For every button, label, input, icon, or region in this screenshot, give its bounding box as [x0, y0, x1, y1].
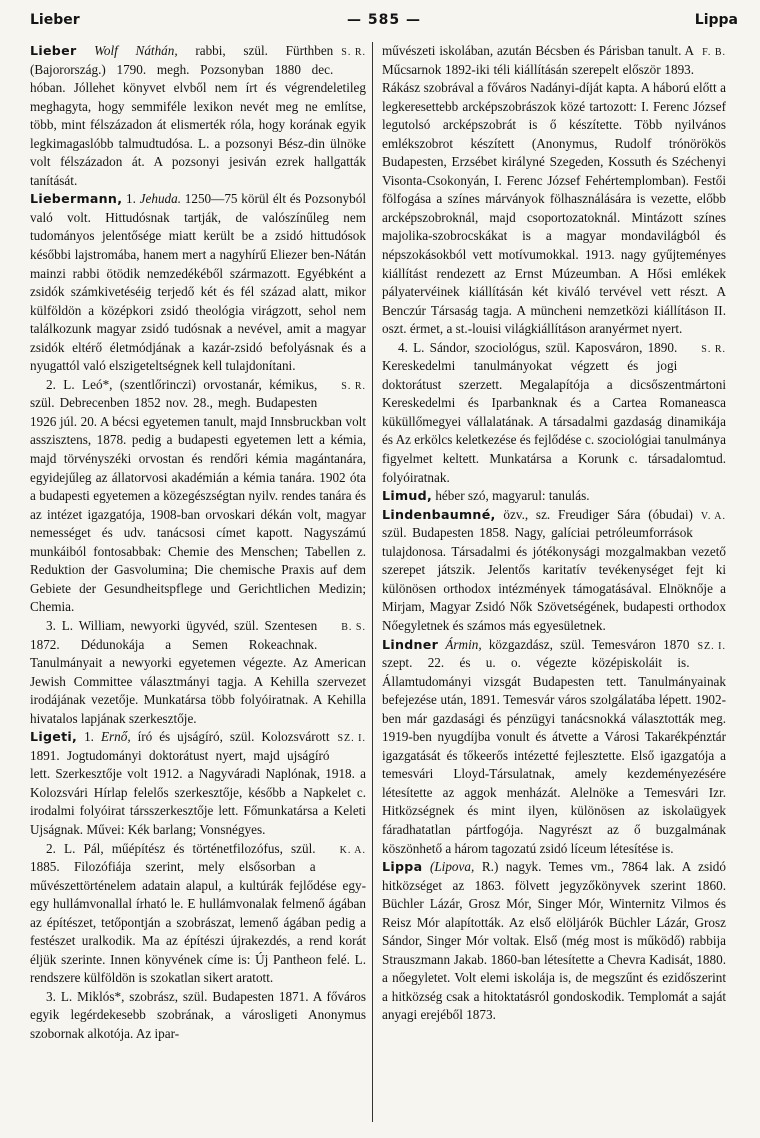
headword: Lindenbaumné,	[382, 506, 496, 522]
author-signature: S. R.	[341, 47, 366, 58]
entry-text: 1250—75 körül élt és Pozsonyból való volt. Hittudósnak tartják, de valószínűleg nem tudományos jelentősége miatt került be a zsidó hittudósok későbbi lajstromába, hanem mert a nagyhírű Eliezer ben-Nátán mainzi rabbi ötödik nemzedékéből származott. Egyébként a zsidók számkivetéséig terjedő két és fél század alatt, mikor külföldön a középkori zsidó theológia virágzott, sehol nem találkozunk magyar zsidó tudósnak a nevével, amit a magyar zsidók eltérő életmódjának a kazár-zsidó befolyásnak és a nyugattól való elszigeteltségnek kell tulajdonítani.	[30, 191, 366, 374]
headword-given-name: Ármin,	[438, 636, 482, 652]
entry-number: 1.	[122, 191, 140, 207]
headword-alt-name: (Lipova,	[422, 859, 475, 875]
column-divider	[372, 42, 373, 1122]
entry-liebermann-william	[30, 617, 366, 728]
subentry-name: Ernő,	[100, 729, 131, 745]
entry-text: 3. L. William, newyorki ügyvéd, szül. Szentesen 1872. Dédunokája a Semen Rokeachnak. Tanulmányait a newyorki egyetemen végezte. Az American Jewish Committee választmányi tagja. A Kehilla szervezet irodájának vezetője. Munkatársa több folyóiratnak. A Kehilla hivatalos lapjának szerkesztője.	[30, 617, 366, 726]
entry-lieber-wolf	[30, 42, 366, 190]
author-signature: SZ. I.	[337, 733, 366, 745]
author-signature: SZ. I.	[697, 640, 726, 652]
entry-lindner	[382, 636, 726, 859]
entry-ligeti	[30, 728, 366, 839]
entry-lippa	[382, 858, 726, 1025]
entry-text: 2. L. Pál, műépítész és történetfilozófus, szül. 1885. Filozófiája szerint, mely elsősorban a művészettörténelem adatain alapul, a kultúrák fejlődése egy-egy hullámvonallal írható le. E hullámvonalak felmenő ágában az építészet, tetőpontján a szobrászat, lemenő ágában pedig a festészet uralkodik. Ma az építészi újrakezdés, a rend korát éljük szerinte. Innen könyvének címe is: Új Pantheon felé. L. rendszere külföldön is szokatlan sikert aratott.	[30, 840, 366, 986]
entry-text: rabbi, szül. Fürthben (Bajorország.) 1790. megh. Pozsonyban 1880 dec. hóban. Jóllehet könyvet elvből nem írt és végrendeletileg meghagyta, hogy semmiféle lexikon nevét meg ne említse, több, mint félszázadon át elismerték róla, hogy korának egyik legkimagaslóbb talmudtudósa. L. a pozsonyi Bész-din ülnöke volt félszázadon át. A pozsonyi jesiván ezrek hallgatták tanítását.	[30, 43, 366, 188]
entry-liebermann	[30, 190, 366, 375]
entry-ligeti-pal	[30, 840, 366, 988]
entry-text: 4. L. Sándor, szociológus, szül. Kaposváron, 1890. Kereskedelmi tanulmányokat végzett és jogi doktorátust szerzett. Megalapítója a dicsőszentmártoni Kereskedelmi és Iparbanknak és a Cartea Romaneasca küküllőmegyei vállalatának. A társadalmi gazdaság dinamikája és Az erkölcs keletkezése és fejlődése c. szociológiai tanulmánya figyelmet keltett. Munkatársa a Korunk c. társadalomtud. folyóiratnak.	[382, 339, 726, 485]
headword: Lippa	[382, 859, 423, 875]
headword: Lieber	[30, 43, 77, 58]
entry-text: író és ujságíró, szül. Kolozsvárott 1891. Jogtudományi doktorátust nyert, majd ujságíró lett. Szerkesztője volt 1912. a Nagyváradi Naplónak, 1918. a Kolozsvári Hírlap felelős szerkesztője, később a Napkelet c. irodalmi folyóirat társszerkesztője lett. Főmunkatársa a Keleti Ujságnak. Művei: Kék barlang; Vonsnégyes.	[30, 729, 366, 837]
header-right-guideword: Lippa	[694, 12, 738, 28]
entry-text: közgazdász, szül. Temesváron 1870 szept. 22. és u. o. végezte középiskoláit is. Államtudományi vizsgát Budapesten tett. Tanulmányainak befejezése után, 1891. Temesvár város szolgálatába lépett. 1902-ben már gazdasági és pénzügyi tanácsnokká választották meg. 1919-ben nyugdíjba vonult és átvette a Városi Takarékpénztár igazgatását és tőkeerős intézetté fejlesztette. Első igazgatója a temesvári Lloyd-Társulatnak, amely kezdeményezésére létesítette az aggok menházát. Alelnöke a Temesvári Izr. Hitközségnek és mint ilyen, különösen az iskolaügyek fáradhatatlan pártfogója. Nagyrészt az ő buzgalmának köszönhető a három tagozatú zsidó líceum létesítése is.	[382, 636, 726, 856]
entry-text: 3. L. Miklós*, szobrász, szül. Budapesten 1871. A főváros egyik legérdekesebb szobrának, a városligeti Anonymus szobornak alkotója. Az ipar-	[30, 988, 366, 1041]
entry-text: 2. L. Leó*, (szentlőrinczi) orvostanár, kémikus, szül. Debrecenben 1852 nov. 28., megh. Budapesten 1926 júl. 20. A bécsi egyetemen tanult, majd Innsbruckban volt asszisztens, 1878. pedig a budapesti egyetemen lett a kémia, majd törvényszéki orvostan és rendőri kémia magántanára, egyidejűleg az állatorvosi akadémián a kémia tanára. 1902 óta a budapesti egyetemen a közegészségtan nyilv. rendes tanára és az intézet igazgatója, 1908-ban orvoskari dékán volt, magyar nemességet és udv. tanácsosi címet kapott. Nagyszámú munkáiból fontosabbak: Chemie des Menschen; Tabellen z. Reduktion der Gasvolumina; Die chemische Praxis auf dem Gebiete der Gesundheitspflege und Gerichtlichen Medizin; Chemia.	[30, 376, 366, 615]
entry-number: 1.	[77, 729, 101, 745]
entry-text: héber szó, magyarul: tanulás.	[432, 488, 590, 504]
author-signature: S. R.	[341, 380, 366, 392]
entry-lindenbaumne	[382, 506, 726, 636]
right-column	[382, 42, 726, 1130]
page-number: — 585 —	[347, 12, 421, 28]
left-column	[30, 42, 366, 1130]
author-signature: S. R.	[701, 343, 726, 355]
page-header	[30, 12, 738, 34]
headword-given-name: Wolf Náthán,	[76, 43, 178, 58]
entry-text: művészeti iskolában, azután Bécsben és Párisban tanult. A Műcsarnok 1892-iki téli kiállításán szerepelt először 1893. Rákász szobrával a főváros Nadányi-díját kapta. A háború előtt a legkeresettebb arcképszobrászok közé tartozott: I. Ferenc József legutolsó arcképszobrát is ő készítette. Több nyilvános emlékszobrot készített (Anonymus, Rudolf trónörökös Budapesten, Erzsébet királyné Szegeden, Kossuth és Széchenyi Visonta-Csokonyán, I. Ferenc József Fehértemplomban). Festői fölfogása a színes márványok fölhasználására is vezette, előbb arcképszobroknál, majd csoportozatoknál. Mintázott színes majolika-szobrocskákat is a magyar mondavilágból és népszokásokból vett motívumokkal. 1913. nagy gyűjteményes kiállítást rendezett az Ernst Múzeumban. A Hősi emlékek pályatervéinek kiállításán két kiváló tervével vett részt. A Benczúr Társaság tagja. A müncheni nemzetközi kiállításon II. oszt. érmet, a st.-louisi világkiállításon aranyérmet nyert.	[382, 43, 726, 337]
headword: Lindner	[382, 636, 439, 652]
subentry-name: Jehuda.	[139, 191, 182, 207]
author-signature: V. A.	[700, 510, 726, 522]
author-signature: F. B.	[702, 47, 726, 58]
author-signature: K. A.	[339, 844, 366, 856]
entry-liebermann-leo	[30, 376, 366, 617]
entry-ligeti-miklos	[30, 988, 366, 1044]
header-left-guideword: Lieber	[30, 12, 80, 28]
author-signature: B. S.	[341, 621, 366, 633]
entry-ligeti-miklos-continued	[382, 42, 726, 339]
headword: Limud,	[382, 488, 433, 504]
headword: Liebermann,	[30, 191, 123, 207]
entry-text: özv., sz. Freudiger Sára (óbudai) szül. Budapesten 1858. Nagy, galíciai petróleumforrások tulajdonosa. Társadalmi és jótékonysági mozgalmakban vezető szerepet játszik. Jelentős karitatív tevékenységet fejt ki különösen orthodox intézmények támogatásával. Elnöknője a Mirjam, Magyar Zsidó Nők Szövetségének, budapesti orthodox Nőegyletnek és számos más egyesületnek.	[382, 506, 726, 633]
headword: Ligeti,	[30, 729, 78, 745]
entry-text: R.) nagyk. Temes vm., 7864 lak. A zsidó hitközséget az 1863. fölvett jegyzőkönyvek szerint 1860. Büchler Lázár, Grosz Mór, Singer Mór, Winternitz Vilmos és Reisz Mór alapították. Az első elöljárók Büchler Lázár, Grosz Sándor, Singer Mór voltak. Első (még most is működő) rabbija Strauszmann Jakab. 1860-ban létesítette a Chevra Kadisát, 1880. a nőegyletet. Volt elemi iskolája is, de megszűnt és ezidőszerint a hitközség csak a hitoktatásról gondoskodik. Templomát a saját anyagi erejéből 1873.	[382, 859, 726, 1023]
entry-ligeti-sandor	[382, 339, 726, 487]
entry-limud	[382, 487, 726, 506]
